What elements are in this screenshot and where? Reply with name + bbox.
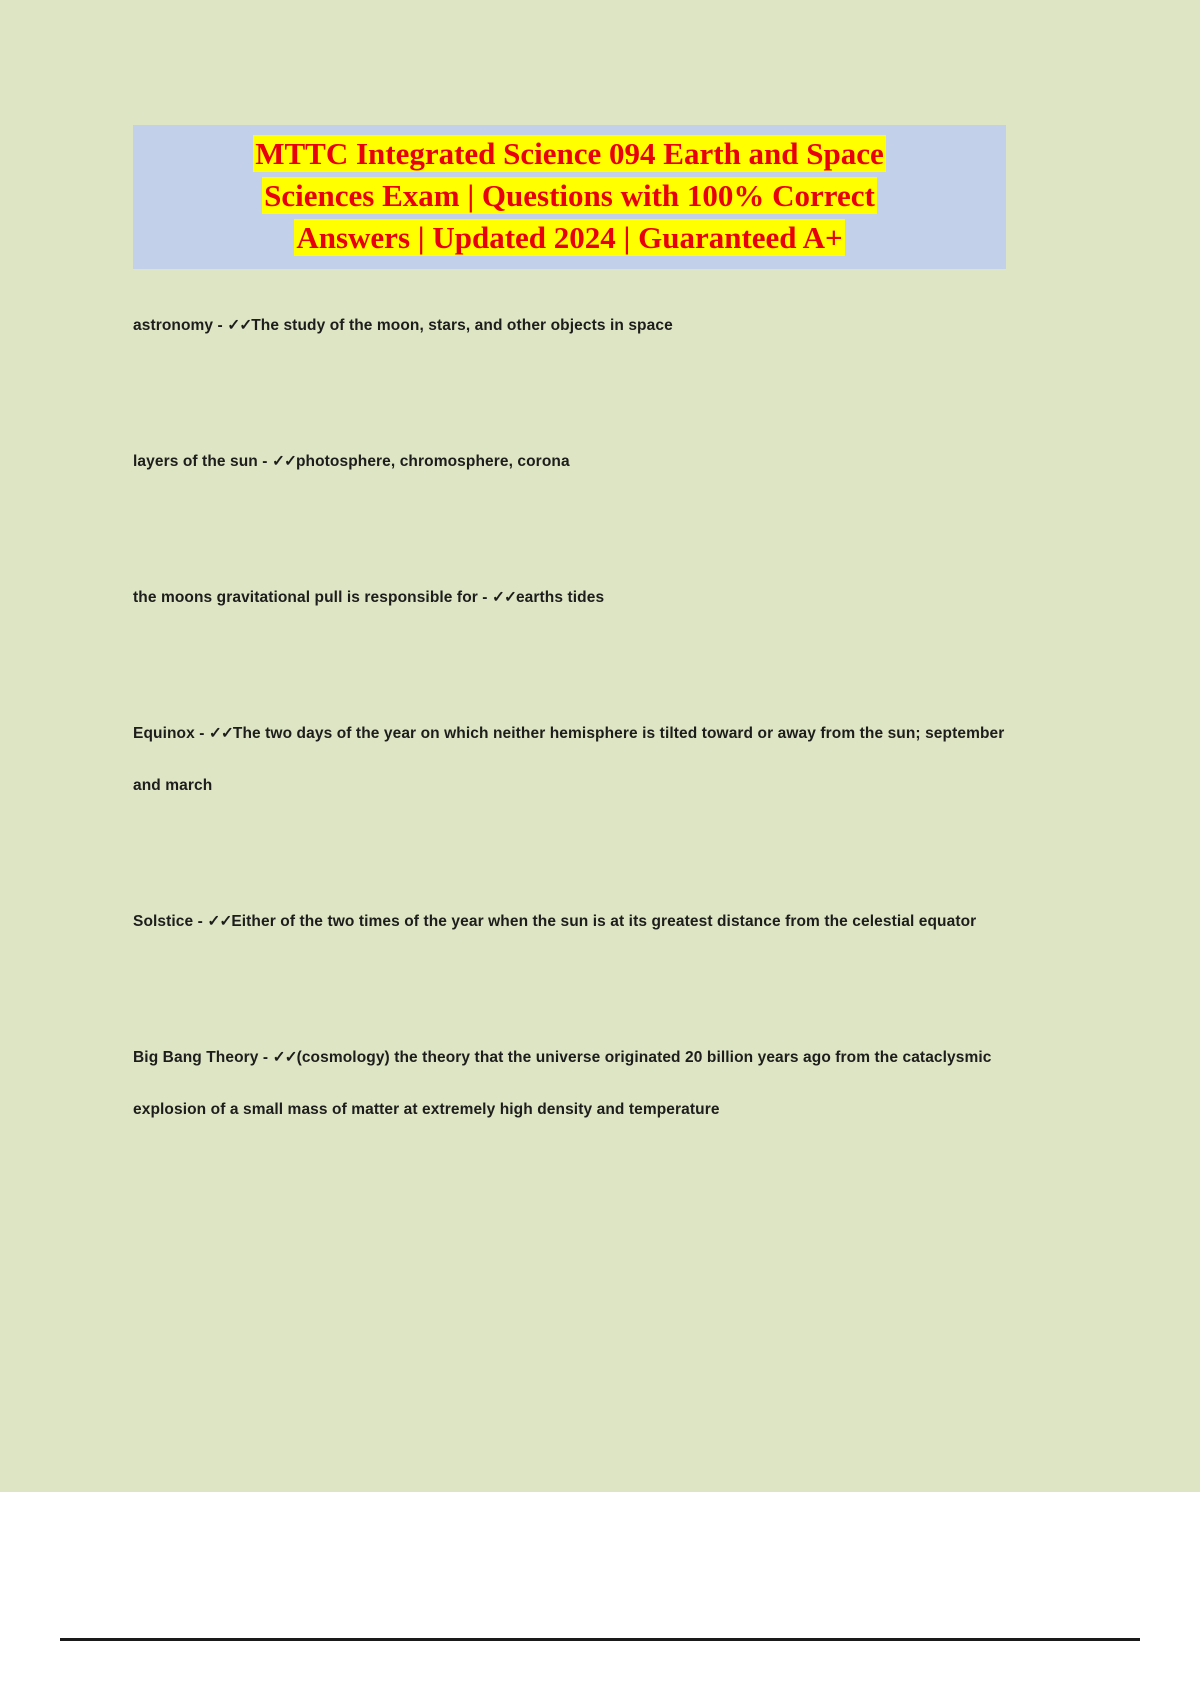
qa-term: layers of the sun - — [133, 453, 272, 470]
page-title-line-1: MTTC Integrated Science 094 Earth and Space — [255, 136, 884, 171]
qa-entry — [133, 436, 1033, 488]
qa-answer: earths tides — [515, 589, 605, 606]
qa-list — [133, 300, 1033, 1220]
qa-answer: photosphere, chromosphere, corona — [295, 453, 570, 470]
checkmark-icon: ✓✓ — [208, 725, 233, 742]
footer-divider — [60, 1638, 1140, 1641]
qa-entry — [133, 300, 1033, 352]
page-title-line-3: Answers | Updated 2024 | Guaranteed A+ — [296, 220, 843, 255]
qa-answer: The two days of the year on which neither hemisphere is tilted toward or away from the sun; september and march — [133, 725, 1005, 794]
checkmark-icon: ✓✓ — [271, 453, 296, 470]
qa-entry — [133, 896, 1033, 948]
qa-entry — [133, 572, 1033, 624]
checkmark-icon: ✓✓ — [227, 317, 252, 334]
qa-term: astronomy - — [133, 317, 228, 334]
checkmark-icon: ✓✓ — [272, 1049, 297, 1066]
qa-entry — [133, 1032, 1033, 1136]
qa-term: Big Bang Theory - — [133, 1049, 273, 1066]
checkmark-icon: ✓✓ — [491, 589, 516, 606]
qa-term: Solstice - — [133, 913, 208, 930]
qa-answer: The study of the moon, stars, and other objects in space — [251, 317, 673, 334]
qa-term: the moons gravitational pull is responsible for - — [133, 589, 492, 606]
page-bottom-margin — [0, 1492, 1200, 1642]
checkmark-icon: ✓✓ — [207, 913, 232, 930]
qa-entry — [133, 708, 1033, 812]
page-title-line-2: Sciences Exam | Questions with 100% Correct — [264, 178, 875, 213]
qa-answer: (cosmology) the theory that the universe originated 20 billion years ago from the cataclysmic explosion of a small mass of matter at extremely high density and temperature — [133, 1049, 992, 1118]
qa-term: Equinox - — [133, 725, 209, 742]
document-title-block — [133, 125, 1006, 269]
qa-answer: Either of the two times of the year when the sun is at its greatest distance from the celestial equator — [231, 913, 977, 930]
